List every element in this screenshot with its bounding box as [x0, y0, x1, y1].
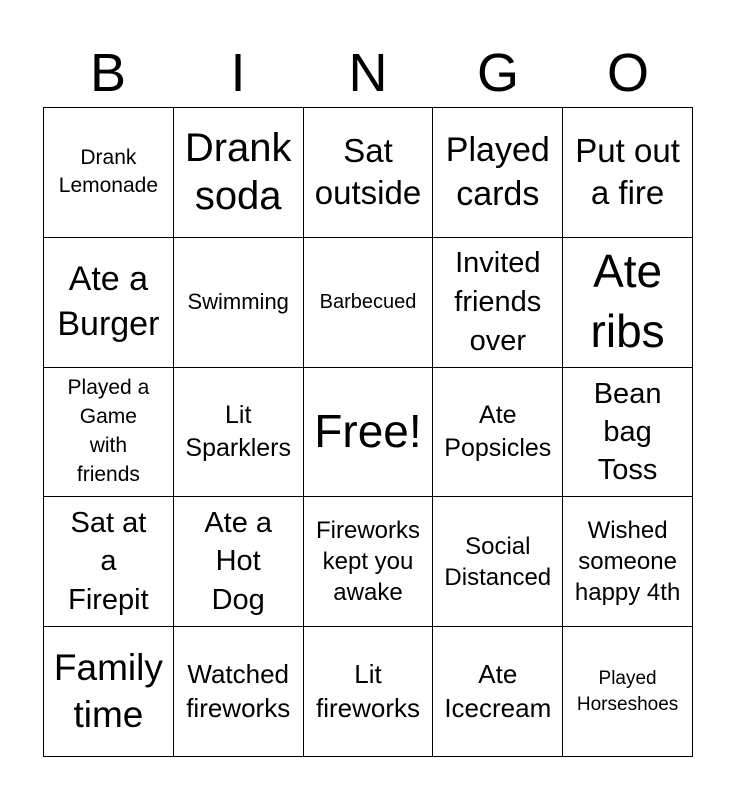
free-space-cell[interactable] [304, 368, 434, 498]
bingo-cell[interactable] [174, 368, 304, 498]
bingo-card-grid [43, 107, 693, 757]
bingo-cell-label: Played a Game with friends [67, 376, 150, 486]
bingo-cell[interactable] [44, 497, 174, 627]
header-letter-n: N [348, 43, 388, 103]
bingo-cell[interactable] [433, 108, 563, 238]
bingo-cell[interactable] [174, 238, 304, 368]
bingo-cell[interactable] [174, 497, 304, 627]
bingo-cell-label: Swimming [187, 289, 289, 314]
bingo-cell[interactable] [304, 627, 434, 757]
bingo-cell[interactable] [304, 238, 434, 368]
bingo-cell-label: Family time [53, 647, 163, 735]
bingo-cell[interactable] [433, 238, 563, 368]
bingo-cell[interactable] [563, 368, 693, 498]
bingo-cell-label: Ate a Hot Dog [204, 506, 273, 617]
bingo-cell-label: Lit fireworks [315, 658, 420, 723]
bingo-cell[interactable] [174, 627, 304, 757]
bingo-cell[interactable] [433, 368, 563, 498]
bingo-header [43, 40, 693, 106]
header-letter-o: O [606, 43, 649, 103]
bingo-cell-label: Ate ribs [590, 245, 665, 358]
header-letter-b: B [89, 43, 127, 103]
header-letter-i: I [230, 43, 246, 103]
bingo-cell-label: Invited friends over [454, 246, 542, 357]
bingo-cell-label: Ate Popsicles [444, 401, 552, 462]
bingo-cell-label: Ate a Burger [57, 260, 160, 344]
bingo-cell[interactable] [174, 108, 304, 238]
bingo-cell-label: Put out a fire [575, 131, 680, 212]
bingo-cell-label: Free! [314, 405, 422, 458]
header-letter-g: G [476, 43, 519, 103]
bingo-cell-label: Ate Icecream [444, 658, 552, 723]
bingo-cell-label: Sat outside [314, 132, 422, 212]
bingo-cell[interactable] [44, 108, 174, 238]
bingo-cell[interactable] [304, 497, 434, 627]
bingo-cell-label: Barbecued [319, 291, 417, 314]
bingo-cell[interactable] [304, 108, 434, 238]
bingo-cell-label: Sat at a Firepit [68, 506, 149, 617]
bingo-cell-label: Lit Sparklers [185, 401, 291, 462]
bingo-cell-label: Fireworks kept you awake [315, 517, 420, 607]
bingo-cell[interactable] [563, 627, 693, 757]
bingo-cell-label: Wished someone happy 4th [574, 517, 681, 607]
bingo-cell-label: Bean bag Toss [593, 377, 662, 487]
bingo-cell-label: Watched fireworks [186, 658, 291, 723]
bingo-cell-label: Played Horseshoes [576, 667, 679, 715]
bingo-cell-label: Drank Lemonade [58, 146, 159, 198]
bingo-cell[interactable] [433, 627, 563, 757]
bingo-cell-label: Drank soda [184, 125, 292, 219]
bingo-cell[interactable] [44, 368, 174, 498]
bingo-cell[interactable] [44, 627, 174, 757]
bingo-cell[interactable] [563, 497, 693, 627]
bingo-cell[interactable] [563, 108, 693, 238]
bingo-cell[interactable] [433, 497, 563, 627]
bingo-cell[interactable] [44, 238, 174, 368]
bingo-cell-label: Social Distanced [444, 532, 552, 591]
bingo-cell[interactable] [563, 238, 693, 368]
bingo-cell-label: Played cards [445, 131, 550, 214]
